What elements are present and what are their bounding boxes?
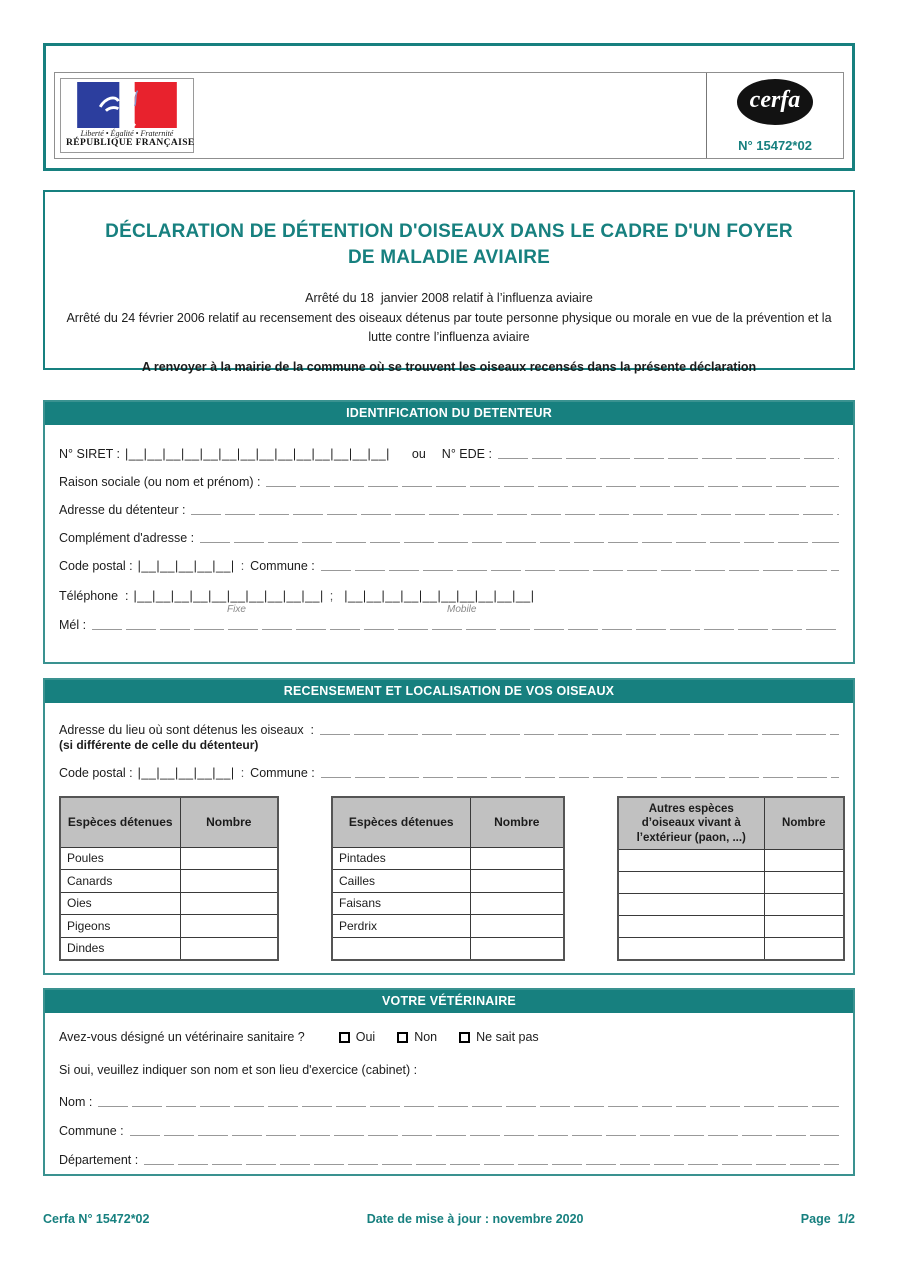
raison-sociale-label: Raison sociale (ou nom et prénom) : [59, 475, 261, 489]
species-input-cell[interactable] [618, 916, 764, 938]
ne-sait-pas-checkbox[interactable] [459, 1032, 470, 1043]
count-input-cell[interactable] [180, 915, 278, 938]
telephone-fixe-input[interactable]: |__|__|__|__|__|__|__|__|__|__| [133, 589, 324, 603]
table-row [60, 847, 278, 870]
species-cell: Cailles [332, 870, 470, 893]
subtitle-arrete-2008: Arrêté du 18 janvier 2008 relatif à l’influenza aviaire [305, 291, 593, 306]
table-row [618, 938, 844, 960]
fixe-sublabel: Fixe [227, 604, 246, 615]
footer-cerfa-number: Cerfa N° 15472*02 [43, 1212, 150, 1226]
species-input-cell[interactable] [618, 850, 764, 872]
table-row [332, 847, 564, 870]
siret-input[interactable]: |__|__|__|__|__|__|__|__|__|__|__|__|__|__| [125, 447, 390, 461]
code-postal-input[interactable]: |__|__|__|__|__| [137, 559, 235, 573]
commune-lieu-label: Commune : [250, 766, 315, 780]
marianne-motto: Liberté • Égalité • Fraternité [80, 128, 174, 138]
table-row [332, 937, 564, 960]
cerfa-number: N° 15472*02 [738, 137, 812, 153]
species-cell: Oies [60, 892, 180, 915]
table1-species-header: Espèces détenues [60, 797, 180, 847]
count-input-cell[interactable] [470, 915, 564, 938]
oui-checkbox[interactable] [339, 1032, 350, 1043]
mel-input[interactable] [92, 618, 839, 632]
option-oui[interactable] [339, 1030, 375, 1044]
vet-nom-input[interactable] [98, 1095, 839, 1109]
count-input-cell[interactable] [470, 847, 564, 870]
french-republic-flag-icon [75, 82, 179, 128]
logo-strip-spacer [199, 73, 706, 158]
count-input-cell[interactable] [764, 916, 844, 938]
oui-label: Oui [355, 1030, 376, 1044]
ou-label: ou [411, 447, 426, 461]
vet-departement-input[interactable] [144, 1153, 839, 1167]
count-input-cell[interactable] [180, 870, 278, 893]
count-input-cell[interactable] [470, 870, 564, 893]
vet-commune-input[interactable] [130, 1124, 839, 1138]
cerfa-cell [706, 73, 843, 158]
logo-strip [54, 72, 844, 159]
table-row [60, 870, 278, 893]
section-veterinaire-header: VOTRE VÉTÉRINAIRE [45, 990, 853, 1013]
species-cell: Pigeons [60, 915, 180, 938]
count-input-cell[interactable] [470, 892, 564, 915]
veterinaire-question-label: Avez-vous désigné un vétérinaire sanitaire ? [59, 1030, 305, 1044]
species-table-2 [331, 796, 565, 961]
si-oui-instruction: Si oui, veuillez indiquer son nom et son lieu d'exercice (cabinet) : [59, 1063, 418, 1077]
table-row [618, 916, 844, 938]
cerfa-logo: cerfa [737, 79, 813, 125]
commune-input[interactable] [321, 559, 839, 573]
adresse-detenteur-label: Adresse du détenteur : [59, 503, 186, 517]
telephone-mobile-input[interactable]: |__|__|__|__|__|__|__|__|__|__| [344, 589, 535, 603]
table-row [60, 915, 278, 938]
table-row [618, 894, 844, 916]
table2-species-header: Espèces détenues [332, 797, 470, 847]
footer-page-number: Page 1/2 [800, 1212, 855, 1226]
table3-count-header: Nombre [764, 797, 844, 850]
species-input-cell[interactable] [618, 894, 764, 916]
option-ne-sait-pas[interactable] [459, 1030, 539, 1044]
ede-input[interactable] [498, 447, 839, 461]
header-logo-box [43, 43, 855, 171]
commune-label: Commune : [250, 559, 315, 573]
adresse-lieu-input[interactable] [320, 723, 839, 737]
return-notice: A renvoyer à la mairie de la commune où se trouvent les oiseaux recensés dans la présente déclaration [141, 360, 757, 375]
code-postal-lieu-label: Code postal : [59, 766, 133, 780]
vet-departement-label: Département : [59, 1153, 139, 1167]
section-identification-header: IDENTIFICATION DU DETENTEUR [45, 402, 853, 425]
table-row [618, 850, 844, 872]
subtitle-arrete-2006: Arrêté du 24 février 2006 relatif au recensement des oiseaux détenus par toute personne physique ou morale en vue de la prévention et la lutte contre l’influenza aviaire [66, 310, 836, 345]
table1-count-header: Nombre [180, 797, 278, 847]
count-input-cell[interactable] [764, 850, 844, 872]
count-input-cell[interactable] [470, 937, 564, 960]
table-row [332, 915, 564, 938]
table-row [60, 937, 278, 960]
table3-species-header: Autres espèces d’oiseaux vivant à l’extérieur (paon, ...) [618, 797, 764, 850]
count-input-cell[interactable] [764, 872, 844, 894]
semicolon-separator: ; [329, 589, 334, 603]
vet-nom-label: Nom : [59, 1095, 93, 1109]
species-cell: Faisans [332, 892, 470, 915]
species-input-cell[interactable] [618, 872, 764, 894]
count-input-cell[interactable] [764, 938, 844, 960]
table-row [332, 892, 564, 915]
siret-label: N° SIRET : [59, 447, 121, 461]
vet-commune-label: Commune : [59, 1124, 124, 1138]
title-box [43, 190, 855, 375]
adresse-lieu-label: Adresse du lieu où sont détenus les oiseaux : [59, 723, 315, 737]
count-input-cell[interactable] [180, 937, 278, 960]
section-veterinaire [43, 988, 855, 1176]
page-footer [43, 1212, 855, 1226]
species-cell: Poules [60, 847, 180, 870]
complement-adresse-label: Complément d'adresse : [59, 531, 195, 545]
species-cell: Perdrix [332, 915, 470, 938]
section-identification [43, 400, 855, 664]
adresse-lieu-note: (si différente de celle du détenteur) [59, 738, 259, 752]
french-republic-logo [60, 78, 194, 153]
colon-separator: : [240, 559, 245, 573]
non-label: Non [414, 1030, 438, 1044]
species-input-cell[interactable] [618, 938, 764, 960]
species-table-3 [617, 796, 845, 961]
code-postal-label: Code postal : [59, 559, 133, 573]
species-cell: Pintades [332, 847, 470, 870]
veterinaire-options [339, 1030, 539, 1044]
species-cell: Dindes [60, 937, 180, 960]
non-checkbox[interactable] [397, 1032, 408, 1043]
footer-update-date: Date de mise à jour : novembre 2020 [366, 1212, 584, 1226]
code-postal-lieu-input[interactable]: |__|__|__|__|__| [137, 766, 235, 780]
count-input-cell[interactable] [180, 892, 278, 915]
option-non[interactable] [397, 1030, 437, 1044]
adresse-detenteur-input[interactable] [191, 503, 839, 517]
raison-sociale-input[interactable] [266, 475, 839, 489]
table-row [618, 872, 844, 894]
count-input-cell[interactable] [180, 847, 278, 870]
mel-label: Mél : [59, 618, 87, 632]
telephone-label: Téléphone : [59, 589, 129, 603]
commune-lieu-input[interactable] [321, 766, 839, 780]
species-table-1 [59, 796, 279, 961]
section-recensement [43, 678, 855, 975]
ede-label: N° EDE : [441, 447, 492, 461]
mobile-sublabel: Mobile [447, 604, 477, 615]
table-row [60, 892, 278, 915]
species-cell: Canards [60, 870, 180, 893]
species-input-cell[interactable] [332, 937, 470, 960]
republique-francaise-label: RÉPUBLIQUE FRANÇAISE [66, 138, 195, 148]
table-row [332, 870, 564, 893]
section-recensement-header: RECENSEMENT ET LOCALISATION DE VOS OISEAUX [45, 680, 853, 703]
complement-adresse-input[interactable] [200, 531, 839, 545]
count-input-cell[interactable] [764, 894, 844, 916]
colon-separator: : [240, 766, 245, 780]
species-tables [59, 796, 839, 961]
form-title: DÉCLARATION DE DÉTENTION D'OISEAUX DANS LE CADRE D'UN FOYER DE MALADIE AVIAIRE [105, 221, 793, 268]
table2-count-header: Nombre [470, 797, 564, 847]
ne-sait-pas-label: Ne sait pas [476, 1030, 539, 1044]
